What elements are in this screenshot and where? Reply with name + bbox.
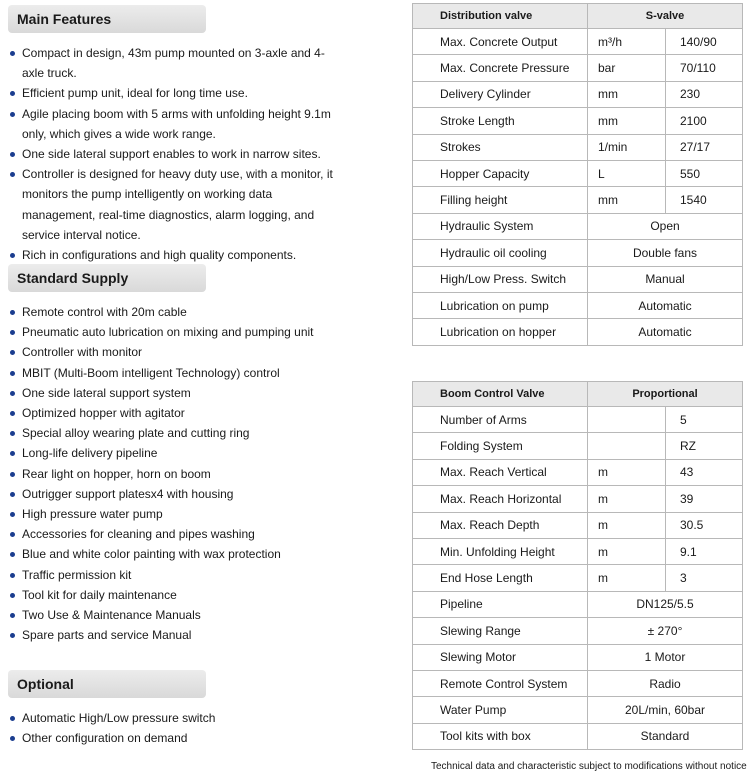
- bullet-icon: [10, 411, 15, 416]
- bullet-icon: [10, 736, 15, 741]
- bullet-icon: [10, 512, 15, 517]
- table-cell: Manual: [588, 266, 743, 292]
- list-item: [8, 605, 398, 625]
- list-item-text: Remote control with 20m cable: [22, 305, 187, 319]
- table-row: [413, 459, 743, 485]
- table-cell: Radio: [588, 670, 743, 696]
- table-cell: Proportional: [588, 382, 743, 407]
- table-cell: Hydraulic oil cooling: [413, 240, 588, 266]
- bullet-icon: [10, 350, 15, 355]
- optional-heading: Optional: [8, 670, 206, 698]
- bullet-icon: [10, 431, 15, 436]
- table-cell: Boom Control Valve: [413, 382, 588, 407]
- list-item-text: Agile placing boom with 5 arms with unfolding height 9.1m only, which gives a wide work range.: [22, 106, 331, 141]
- list-item: [8, 464, 398, 484]
- table-cell: mm: [588, 108, 666, 134]
- table-cell: m: [588, 459, 666, 485]
- list-item: [8, 383, 398, 403]
- list-item-text: Optimized hopper with agitator: [22, 406, 185, 421]
- table-row: [413, 618, 743, 644]
- distribution-spec-table: [412, 3, 743, 346]
- table-cell: High/Low Press. Switch: [413, 266, 588, 292]
- table-cell: 2100: [666, 108, 743, 134]
- table-cell: Remote Control System: [413, 670, 588, 696]
- bullet-icon: [10, 310, 15, 315]
- table-cell: 43: [666, 459, 743, 485]
- table-cell: ± 270°: [588, 618, 743, 644]
- table-cell: mm: [588, 187, 666, 213]
- table-cell: m: [588, 565, 666, 591]
- table-cell: Pipeline: [413, 591, 588, 617]
- table-cell: DN125/5.5: [588, 591, 743, 617]
- list-item-text: Spare parts and service Manual: [22, 628, 192, 643]
- list-item: [8, 544, 398, 564]
- bullet-icon: [10, 51, 15, 56]
- table-cell: Max. Reach Horizontal: [413, 486, 588, 512]
- list-item: [8, 565, 398, 585]
- list-item: [8, 484, 398, 504]
- table-cell: 27/17: [666, 134, 743, 160]
- table-row: [413, 407, 743, 433]
- table-cell: Max. Concrete Output: [413, 29, 588, 55]
- bullet-icon: [10, 613, 15, 618]
- list-item-text: Automatic High/Low pressure switch: [22, 711, 216, 725]
- table-cell: Max. Reach Depth: [413, 512, 588, 538]
- table-cell: Hopper Capacity: [413, 160, 588, 186]
- table-cell: Standard: [588, 723, 743, 749]
- table-cell: 3: [666, 565, 743, 591]
- bullet-icon: [10, 152, 15, 157]
- list-item-text: Pneumatic auto lubrication on mixing and pumping unit: [22, 325, 314, 340]
- bullet-icon: [10, 172, 15, 177]
- bullet-icon: [10, 112, 15, 117]
- table-cell: 20L/min, 60bar: [588, 697, 743, 723]
- bullet-icon: [10, 371, 15, 376]
- table-cell: Lubrication on pump: [413, 292, 588, 318]
- list-item-text: Special alloy wearing plate and cutting ring: [22, 426, 250, 441]
- table-cell: Tool kits with box: [413, 723, 588, 749]
- table-cell: bar: [588, 55, 666, 81]
- list-item: [8, 144, 333, 164]
- table-cell: Folding System: [413, 433, 588, 459]
- table-row: [413, 565, 743, 591]
- bullet-icon: [10, 472, 15, 477]
- list-item-text: MBIT (Multi-Boom intelligent Technology) control: [22, 365, 280, 380]
- table-row: [413, 486, 743, 512]
- list-item-text: Compact in design, 43m pump mounted on 3-axle and 4-axle truck.: [22, 46, 325, 81]
- table-cell: Distribution valve: [413, 4, 588, 29]
- bullet-icon: [10, 552, 15, 557]
- bullet-icon: [10, 451, 15, 456]
- table-cell: Max. Reach Vertical: [413, 459, 588, 485]
- boom-spec-table: [412, 381, 743, 750]
- table-cell: m: [588, 486, 666, 512]
- table-row: [413, 319, 743, 345]
- table-cell: 5: [666, 407, 743, 433]
- table-cell: m³/h: [588, 29, 666, 55]
- table-cell: Number of Arms: [413, 407, 588, 433]
- list-item: [8, 524, 398, 544]
- table-row: [413, 538, 743, 564]
- list-item: [8, 342, 398, 362]
- table-cell: Hydraulic System: [413, 213, 588, 239]
- bullet-icon: [10, 573, 15, 578]
- list-item-text: Blue and white color painting with wax protection: [22, 547, 281, 562]
- list-item-text: One side lateral support enables to work in narrow sites.: [22, 147, 321, 162]
- table-cell: m: [588, 512, 666, 538]
- standard-supply-list: [8, 302, 398, 645]
- table-cell: Slewing Motor: [413, 644, 588, 670]
- table-cell: Filling height: [413, 187, 588, 213]
- table-row: [413, 108, 743, 134]
- table-cell: Stroke Length: [413, 108, 588, 134]
- table-cell: End Hose Length: [413, 565, 588, 591]
- bullet-icon: [10, 593, 15, 598]
- table-cell: 1 Motor: [588, 644, 743, 670]
- list-item-text: Accessories for cleaning and pipes washing: [22, 527, 255, 542]
- table-cell: Max. Concrete Pressure: [413, 55, 588, 81]
- bullet-icon: [10, 330, 15, 335]
- table-cell: m: [588, 538, 666, 564]
- table-cell: Delivery Cylinder: [413, 81, 588, 107]
- list-item: [8, 164, 333, 245]
- main-features-heading: Main Features: [8, 5, 206, 33]
- list-item-text: Traffic permission kit: [22, 567, 132, 582]
- list-item-text: Rear light on hopper, horn on boom: [22, 466, 211, 481]
- table-cell: Min. Unfolding Height: [413, 538, 588, 564]
- list-item: [8, 403, 398, 423]
- bullet-icon: [10, 633, 15, 638]
- main-features-list: [8, 43, 333, 265]
- list-item: [8, 728, 398, 748]
- table-cell: 39: [666, 486, 743, 512]
- table-cell: Automatic: [588, 292, 743, 318]
- table-cell: Automatic: [588, 319, 743, 345]
- list-item-text: Efficient pump unit, ideal for long time use.: [22, 86, 248, 101]
- list-item: [8, 363, 398, 383]
- table-row: [413, 134, 743, 160]
- table-cell: [588, 407, 666, 433]
- bullet-icon: [10, 716, 15, 721]
- table-row: [413, 55, 743, 81]
- table-row: [413, 292, 743, 318]
- table-header-row: [413, 382, 743, 407]
- list-item-text: Long-life delivery pipeline: [22, 446, 158, 461]
- list-item: [8, 322, 398, 342]
- table-row: [413, 697, 743, 723]
- list-item-text: One side lateral support system: [22, 385, 191, 400]
- table-cell: 30.5: [666, 512, 743, 538]
- table-cell: 140/90: [666, 29, 743, 55]
- bullet-icon: [10, 91, 15, 96]
- table-cell: Strokes: [413, 134, 588, 160]
- list-item-text: Rich in configurations and high quality components.: [22, 248, 297, 263]
- list-item: [8, 443, 398, 463]
- bullet-icon: [10, 253, 15, 258]
- table-cell: RZ: [666, 433, 743, 459]
- table-row: [413, 723, 743, 749]
- table-cell: 9.1: [666, 538, 743, 564]
- footnote: Technical data and characteristic subject to modifications without notice: [431, 761, 747, 772]
- table-row: [413, 213, 743, 239]
- table-cell: mm: [588, 81, 666, 107]
- table-cell: 230: [666, 81, 743, 107]
- table-row: [413, 240, 743, 266]
- table-row: [413, 644, 743, 670]
- list-item: [8, 104, 333, 144]
- list-item-text: Two Use & Maintenance Manuals: [22, 608, 201, 623]
- list-item: [8, 245, 333, 265]
- list-item-text: Controller is designed for heavy duty use, with a monitor, it monitors the pump intelligently on working data management, real-time diagnostics, alarm logging, and service interval notice.: [22, 167, 333, 242]
- list-item-text: Other configuration on demand: [22, 731, 188, 746]
- table-cell: Water Pump: [413, 697, 588, 723]
- table-row: [413, 160, 743, 186]
- list-item-text: Tool kit for daily maintenance: [22, 587, 177, 602]
- table-row: [413, 81, 743, 107]
- list-item: [8, 708, 398, 728]
- table-row: [413, 591, 743, 617]
- standard-supply-heading: Standard Supply: [8, 264, 206, 292]
- list-item: [8, 585, 398, 605]
- table-row: [413, 670, 743, 696]
- list-item: [8, 43, 333, 83]
- table-cell: 550: [666, 160, 743, 186]
- list-item: [8, 83, 333, 103]
- bullet-icon: [10, 532, 15, 537]
- list-item: [8, 302, 398, 322]
- bullet-icon: [10, 492, 15, 497]
- optional-list: [8, 708, 398, 748]
- table-row: [413, 266, 743, 292]
- list-item: [8, 504, 398, 524]
- table-cell: 70/110: [666, 55, 743, 81]
- list-item-text: Outrigger support platesx4 with housing: [22, 486, 234, 501]
- bullet-icon: [10, 391, 15, 396]
- table-cell: L: [588, 160, 666, 186]
- table-cell: Double fans: [588, 240, 743, 266]
- list-item: [8, 423, 398, 443]
- table-cell: Slewing Range: [413, 618, 588, 644]
- list-item: [8, 625, 398, 645]
- table-cell: 1540: [666, 187, 743, 213]
- table-cell: Lubrication on hopper: [413, 319, 588, 345]
- table-row: [413, 512, 743, 538]
- table-cell: 1/min: [588, 134, 666, 160]
- table-cell: S-valve: [588, 4, 743, 29]
- list-item-text: High pressure water pump: [22, 507, 163, 522]
- table-cell: [588, 433, 666, 459]
- table-header-row: [413, 4, 743, 29]
- table-row: [413, 29, 743, 55]
- table-row: [413, 433, 743, 459]
- list-item-text: Controller with monitor: [22, 345, 143, 360]
- table-row: [413, 187, 743, 213]
- table-cell: Open: [588, 213, 743, 239]
